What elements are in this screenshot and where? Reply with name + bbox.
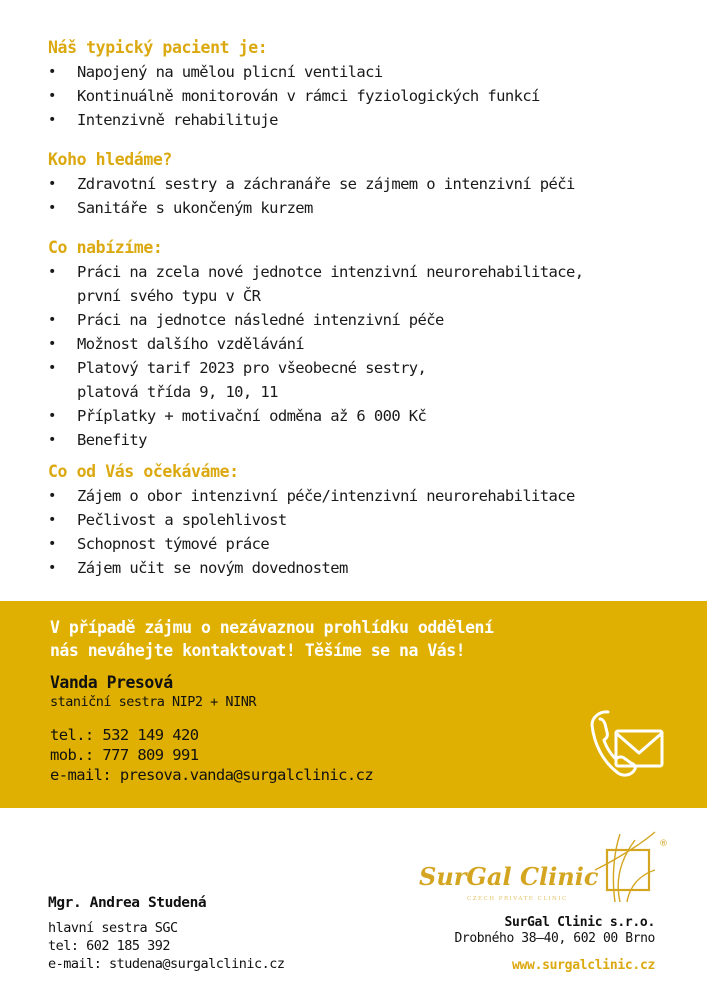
contact-email[interactable]: e-mail: presova.vanda@surgalclinic.cz [50, 766, 374, 784]
logo-tagline: CZECH PRIVATE CLINIC [467, 896, 568, 902]
company-info [454, 915, 655, 973]
bullet-icon: • [48, 536, 56, 552]
bullet-icon: • [48, 176, 56, 192]
logo-wordmark: SurGal Clinic [419, 862, 599, 891]
list-item: • Schopnost týmové práce [48, 532, 688, 556]
bullet-list [48, 60, 688, 132]
list-item: • Zájem o obor intenzivní péče/intenzivní neurorehabilitace [48, 484, 688, 508]
list-item: • Možnost dalšího vzdělávání [48, 332, 688, 356]
website-link[interactable]: www.surgalclinic.cz [511, 958, 655, 973]
list-item: • Kontinuálně monitorován v rámci fyziologických funkcí [48, 84, 688, 108]
bullet-list [48, 172, 688, 220]
head-nurse-role: hlavní sestra SGC [48, 920, 178, 936]
section-heading: Koho hledáme? [48, 150, 172, 169]
head-nurse-email[interactable]: e-mail: studena@surgalclinic.cz [48, 956, 285, 972]
surgal-clinic-logo [415, 830, 677, 905]
bullet-icon: • [48, 432, 56, 448]
bullet-icon: • [48, 336, 56, 352]
contact-name: Vanda Presová [50, 673, 173, 692]
call-to-action: V případě zájmu o nezávaznou prohlídku oddělení nás neváhejte kontaktovat! Těšíme se na Vás! [50, 618, 494, 660]
list-item: • Sanitáře s ukončeným kurzem [48, 196, 688, 220]
list-item: • Intenzivně rehabilituje [48, 108, 688, 132]
section-we-offer [48, 238, 688, 452]
section-we-expect [48, 462, 688, 580]
head-nurse-contact [48, 895, 284, 973]
section-heading: Co od Vás očekáváme: [48, 462, 239, 481]
bullet-icon: • [48, 200, 56, 216]
list-item: • Zájem učit se novým dovednostem [48, 556, 688, 580]
bullet-icon: • [48, 560, 56, 576]
registered-mark: ® [659, 839, 668, 849]
contact-band [0, 601, 707, 808]
company-address: Drobného 38–40, 602 00 Brno [454, 931, 655, 946]
section-heading: Náš typický pacient je: [48, 38, 268, 57]
company-name: SurGal Clinic s.r.o. [504, 915, 655, 930]
bullet-icon: • [48, 408, 56, 424]
logo-stroke [627, 870, 655, 902]
list-item: • Práci na zcela nové jednotce intenzivní neurorehabilitace, první svého typu v ČR [48, 260, 688, 308]
list-item: • Pečlivost a spolehlivost [48, 508, 688, 532]
bullet-icon: • [48, 64, 56, 80]
list-item: • Platový tarif 2023 pro všeobecné sestry, platová třída 9, 10, 11 [48, 356, 688, 404]
bullet-icon: • [48, 512, 56, 528]
list-item: • Příplatky + motivační odměna až 6 000 Kč [48, 404, 688, 428]
list-item: • Zdravotní sestry a záchranáře se zájmem o intenzivní péči [48, 172, 688, 196]
bullet-icon: • [48, 488, 56, 504]
bullet-icon: • [48, 312, 56, 328]
section-looking-for [48, 150, 688, 220]
list-item: • Benefity [48, 428, 688, 452]
section-heading: Co nabízíme: [48, 238, 163, 257]
head-nurse-tel: tel: 602 185 392 [48, 938, 171, 954]
phone-envelope-icon [588, 709, 666, 787]
bullet-icon: • [48, 112, 56, 128]
head-nurse-name: Mgr. Andrea Studená [48, 895, 207, 911]
list-item: • Práci na jednotce následné intenzivní péče [48, 308, 688, 332]
bullet-icon: • [48, 88, 56, 104]
contact-details [50, 725, 373, 785]
section-patient [48, 38, 688, 132]
bullet-list [48, 260, 688, 452]
contact-tel: tel.: 532 149 420 [50, 726, 199, 744]
bullet-icon: • [48, 360, 56, 376]
contact-mob: mob.: 777 809 991 [50, 746, 199, 764]
list-item: • Napojený na umělou plicní ventilaci [48, 60, 688, 84]
contact-role: staniční sestra NIP2 + NINR [50, 694, 256, 710]
bullet-list [48, 484, 688, 580]
bullet-icon: • [48, 264, 56, 280]
